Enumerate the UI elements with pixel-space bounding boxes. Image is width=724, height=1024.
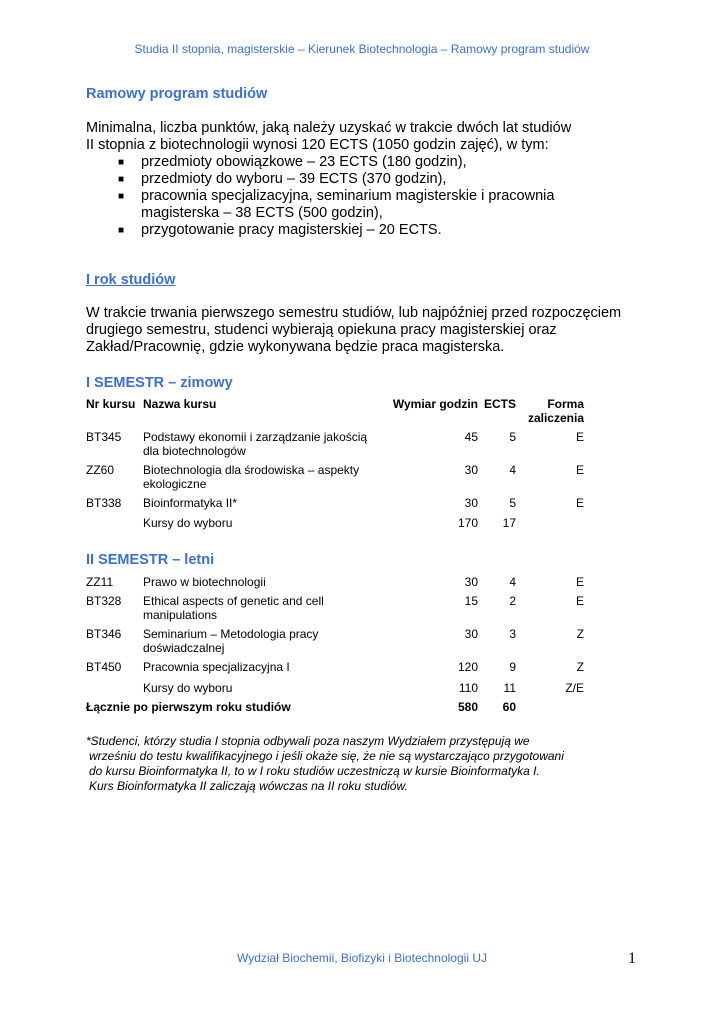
course-ects: 5 — [509, 430, 516, 444]
course-code: ZZ60 — [86, 463, 115, 477]
bullet-icon: ■ — [118, 225, 125, 236]
course-form: E — [575, 575, 584, 589]
course-form: Z/E — [565, 681, 584, 695]
course-hours: 170 — [457, 516, 478, 530]
course-name: Kursy do wyboru — [143, 516, 233, 530]
list-item-text: pracownia specjalizacyjna, seminarium magisterskie i pracownia — [141, 188, 555, 204]
course-hours: 30 — [464, 496, 478, 510]
credits-list — [118, 154, 554, 239]
course-name: Seminarium – Metodologia pracy doświadczalnej — [143, 627, 319, 655]
course-name: Biotechnologia dla środowiska – aspekty ekologiczne — [143, 463, 360, 491]
course-ects: 17 — [502, 516, 516, 530]
course-ects: 2 — [509, 594, 516, 608]
course-hours: 30 — [464, 575, 478, 589]
course-hours: 45 — [464, 430, 478, 444]
course-hours: 30 — [464, 627, 478, 641]
list-item-text: przedmioty obowiązkowe – 23 ECTS (180 godzin), — [141, 154, 467, 170]
course-ects: 3 — [509, 627, 516, 641]
bullet-icon: ■ — [118, 157, 125, 168]
course-hours: 30 — [464, 463, 478, 477]
bullet-icon: ■ — [118, 191, 125, 202]
header-form: Forma zaliczenia — [527, 397, 584, 425]
course-form: E — [575, 496, 584, 510]
course-name: Podstawy ekonomii i zarządzanie jakością dla biotechnologów — [143, 430, 368, 458]
course-form: E — [575, 594, 584, 608]
list-item — [118, 222, 554, 239]
header-name: Nazwa kursu — [143, 397, 217, 411]
list-item-text: magisterska – 38 ECTS (500 godzin), — [141, 205, 383, 221]
footnote — [86, 734, 564, 794]
total-hours: 580 — [457, 700, 478, 714]
footnote-line: wrześniu do testu kwalifikacyjnego i jeśli okaże się, że nie są wystarczająco przygotowani — [89, 749, 564, 763]
page-number: 1 — [628, 950, 636, 967]
header-hours: Wymiar godzin — [392, 397, 478, 411]
course-ects: 4 — [509, 575, 516, 589]
course-ects: 5 — [509, 496, 516, 510]
course-name: Pracownia specjalizacyjna I — [143, 660, 290, 674]
total-ects: 60 — [502, 700, 516, 714]
page-footer: Wydział Biochemii, Biofizyki i Biotechnologii UJ — [237, 951, 487, 965]
course-hours: 110 — [458, 681, 478, 695]
footnote-line: *Studenci, którzy studia I stopnia odbywali poza naszym Wydziałem przystępują we — [86, 734, 530, 748]
header-code: Nr kursu — [86, 397, 136, 411]
intro-paragraph — [86, 120, 571, 154]
course-hours: 120 — [457, 660, 478, 674]
semester1-title: I SEMESTR – zimowy — [86, 375, 233, 391]
section-title-program: Ramowy program studiów — [86, 86, 268, 102]
semester2-title: II SEMESTR – letni — [86, 552, 215, 568]
course-form: E — [575, 463, 584, 477]
paragraph-line: W trakcie trwania pierwszego semestru studiów, lub najpóźniej przed rozpoczęciem — [86, 305, 622, 321]
intro-line: Minimalna, liczba punktów, jaką należy uzyskać w trakcie dwóch lat studiów — [86, 120, 572, 136]
list-item-text: przedmioty do wyboru – 39 ECTS (370 godzin), — [141, 171, 447, 187]
intro-line: II stopnia z biotechnologii wynosi 120 ECTS (1050 godzin zajęć), w tym: — [86, 137, 549, 153]
list-item — [118, 188, 554, 222]
list-item — [118, 154, 554, 171]
bullet-icon: ■ — [118, 174, 125, 185]
course-code: BT450 — [86, 660, 122, 674]
course-code: BT345 — [86, 430, 122, 444]
course-name: Prawo w biotechnologii — [143, 575, 266, 589]
course-code: BT346 — [86, 627, 122, 641]
list-item-text: przygotowanie pracy magisterskiej – 20 ECTS. — [141, 222, 442, 238]
course-name: Ethical aspects of genetic and cell manipulations — [143, 594, 324, 622]
section-title-year1: I rok studiów — [86, 272, 176, 288]
course-ects: 9 — [509, 660, 516, 674]
paragraph-line: Zakład/Pracownię, gdzie wykonywana będzie praca magisterska. — [86, 339, 505, 355]
course-form: Z — [576, 660, 584, 674]
course-ects: 11 — [503, 681, 516, 695]
footnote-line: do kursu Bioinformatyka II, to w I roku studiów uczestniczą w kursie Bioinformatyka I. — [89, 764, 540, 778]
header-ects: ECTS — [483, 397, 516, 411]
course-ects: 4 — [509, 463, 516, 477]
total-label: Łącznie po pierwszym roku studiów — [86, 700, 291, 714]
course-code: BT328 — [86, 594, 122, 608]
footnote-line: Kurs Bioinformatyka II zaliczają wówczas na II roku studiów. — [89, 779, 408, 793]
list-item — [118, 171, 554, 188]
course-form: Z — [576, 627, 584, 641]
running-header: Studia II stopnia, magisterskie – Kierunek Biotechnologia – Ramowy program studiów — [134, 42, 590, 56]
year1-paragraph — [86, 305, 621, 356]
course-name: Bioinformatyka II* — [143, 496, 238, 510]
course-name: Kursy do wyboru — [143, 681, 233, 695]
course-form: E — [575, 430, 584, 444]
paragraph-line: drugiego semestru, studenci wybierają opiekuna pracy magisterskiej oraz — [86, 322, 557, 338]
course-code: ZZ11 — [86, 575, 114, 589]
course-hours: 15 — [464, 594, 478, 608]
course-code: BT338 — [86, 496, 122, 510]
